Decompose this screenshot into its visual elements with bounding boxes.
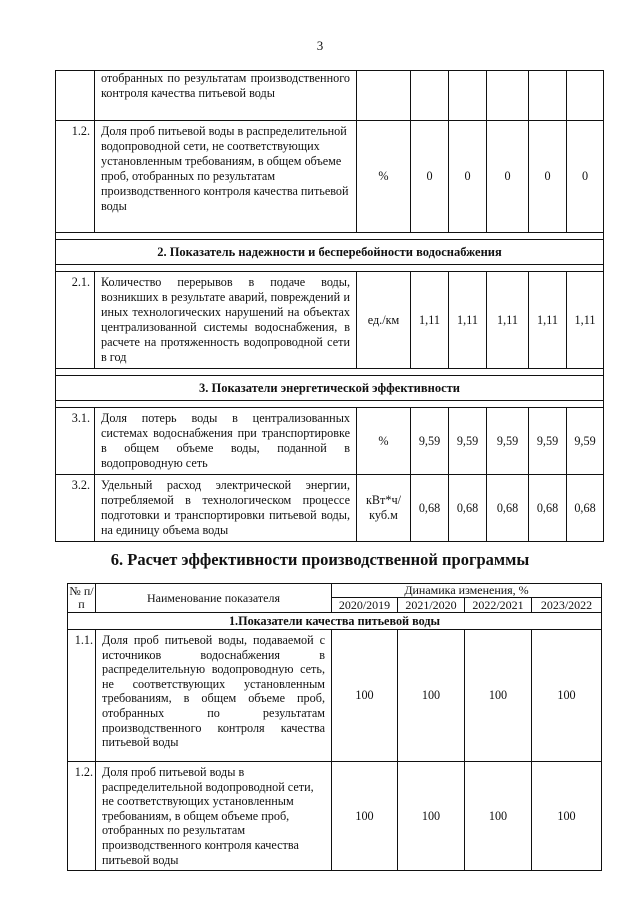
indicator-name: отобранных по результатам производственного контроля качества питьевой воды [95,71,357,121]
indicator-name: Доля проб питьевой воды, подаваемой с источников водоснабжения в распределительную водопроводную сеть, не соответствующих установленным требованиям, в общем объеме проб, отобранных по результатам производственного контроля качества питьевой воды [96,630,332,762]
section-row [56,376,604,401]
column-header-number: № п/п [69,584,94,611]
table-row [68,630,602,762]
row-number: 1.1. [68,630,96,762]
unit-cell: ед./км [357,272,411,369]
spacer-row [56,265,604,272]
value-cell: 1,11 [449,272,487,369]
page-number: 3 [316,38,324,53]
value-cell: 0 [411,121,449,233]
value-cell: 1,11 [411,272,449,369]
row-number: 1.2. [56,121,95,233]
value-cell: 9,59 [529,408,567,475]
value-cell: 100 [332,762,398,871]
value-cell: 0,68 [567,475,604,542]
value-cell: 100 [465,630,532,762]
spacer-cell [56,401,604,408]
column-header-year: 2020/2019 [332,598,398,613]
value-cell: 1,11 [529,272,567,369]
section-title: 2. Показатель надежности и бесперебойности водоснабжения [56,240,604,265]
value-cell: 0 [449,121,487,233]
section-row [68,613,602,630]
row-number: 1.2. [68,762,96,871]
section-row [56,240,604,265]
value-cell: 9,59 [487,408,529,475]
value-cell: 100 [532,762,602,871]
value-cell: 0,68 [411,475,449,542]
spacer-row [56,401,604,408]
value-cell [567,71,604,121]
value-cell: 9,59 [411,408,449,475]
row-number: 3.1. [56,408,95,475]
unit-cell: кВт*ч/ куб.м [357,475,411,542]
spacer-cell [56,265,604,272]
value-cell: 0,68 [529,475,567,542]
value-cell: 9,59 [567,408,604,475]
value-cell: 100 [398,762,465,871]
column-header-year: 2022/2021 [465,598,532,613]
section-title: 1.Показатели качества питьевой воды [68,613,602,630]
value-cell: 0 [529,121,567,233]
table-row [68,762,602,871]
row-number [56,71,95,121]
row-number: 2.1. [56,272,95,369]
row-number: 3.2. [56,475,95,542]
value-cell: 100 [465,762,532,871]
table-row [56,272,604,369]
value-cell: 0,68 [487,475,529,542]
value-cell: 100 [532,630,602,762]
value-cell: 9,59 [449,408,487,475]
value-cell: 0 [567,121,604,233]
table-row [56,475,604,542]
table-row [56,71,604,121]
section-heading: 6. Расчет эффективности производственной программы [110,550,530,569]
value-cell [487,71,529,121]
column-header-dynamics: Динамика изменения, % [332,584,602,598]
column-header-name: Наименование показателя [96,584,332,613]
indicator-name: Доля проб питьевой воды в распределительной водопроводной сети, не соответствующих установленным требованиям, в общем объеме проб, отобранных по результатам производственного контроля качества питьевой воды [96,762,332,871]
header-row [68,584,602,598]
unit-cell: % [357,121,411,233]
value-cell [411,71,449,121]
value-cell [449,71,487,121]
spacer-cell [56,233,604,240]
table-row [56,121,604,233]
value-cell: 0,68 [449,475,487,542]
spacer-cell [56,369,604,376]
unit-cell: % [357,408,411,475]
value-cell: 100 [332,630,398,762]
indicators-table [55,70,604,542]
indicator-name: Удельный расход электрической энергии, потребляемой в технологическом процессе подготовки и транспортировки питьевой воды, на единицу объема воды [95,475,357,542]
spacer-row [56,233,604,240]
value-cell: 1,11 [567,272,604,369]
efficiency-table [67,583,602,871]
section-title: 3. Показатели энергетической эффективности [56,376,604,401]
value-cell: 0 [487,121,529,233]
unit-cell [357,71,411,121]
indicator-name: Доля проб питьевой воды в распределительной водопроводной сети, не соответствующих установленным требованиям, в общем объеме проб, отобранных по результатам производственного контроля качества питьевой воды [95,121,357,233]
indicator-name: Количество перерывов в подаче воды, возникших в результате аварий, повреждений и иных технологических нарушений на объектах централизованной системы водоснабжения, в расчете на протяженность водопроводной сети в год [95,272,357,369]
value-cell [529,71,567,121]
value-cell: 100 [398,630,465,762]
value-cell: 1,11 [487,272,529,369]
table-row [56,408,604,475]
column-header-year: 2023/2022 [532,598,602,613]
spacer-row [56,369,604,376]
indicator-name: Доля потерь воды в централизованных системах водоснабжения при транспортировке в общем объеме воды, поданной в водопроводную сеть [95,408,357,475]
column-header-year: 2021/2020 [398,598,465,613]
